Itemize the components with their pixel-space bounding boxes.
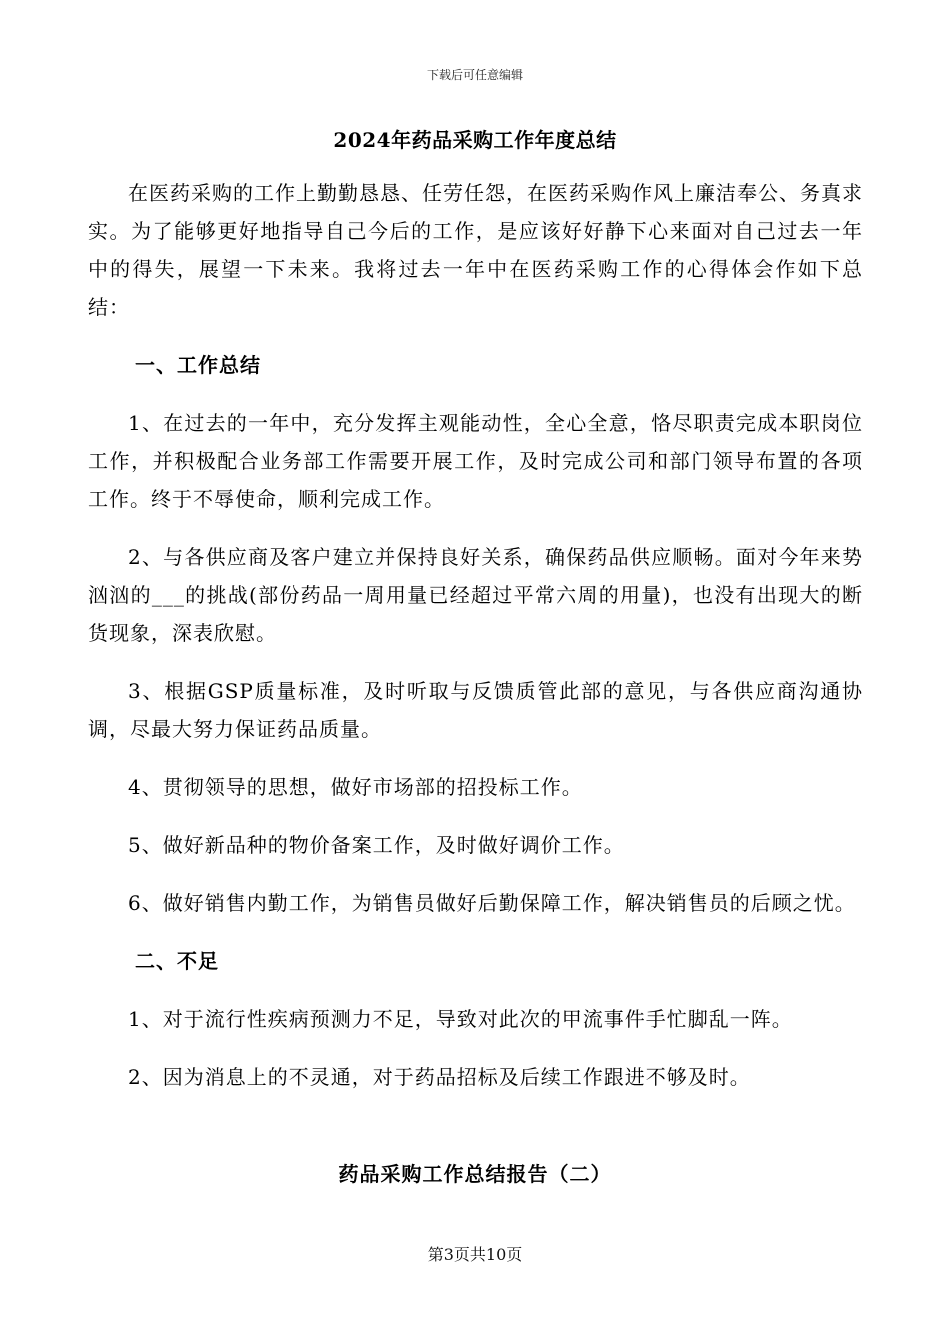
summary-item-5: 5、做好新品种的物价备案工作，及时做好调价工作。 [128,833,625,857]
document-title: 2024年药品采购工作年度总结 [333,128,617,152]
page-number: 第3页共10页 [427,1245,523,1264]
section-heading-summary: 一、工作总结 [135,353,261,377]
summary-item-1: 1、在过去的一年中，充分发挥主观能动性，全心全意，恪尽职责完成本职岗位工作，并积极配合业务部工作需要开展工作，及时完成公司和部门领导布置的各项工作。终于不辱使命，顺利完成工作。 [88,411,863,511]
summary-item-4: 4、贯彻领导的思想，做好市场部的招投标工作。 [128,775,583,799]
intro-paragraph: 在医药采购的工作上勤勤恳恳、任劳任怨，在医药采购作风上廉洁奉公、务真求实。为了能够更好地指导自己今后的工作，是应该好好静下心来面对自己过去一年中的得失，展望一下未来。我将过去一年中在医药采购工作的心得体会作如下总结： [88,181,863,319]
summary-item-6: 6、做好销售内勤工作，为销售员做好后勤保障工作，解决销售员的后顾之忧。 [128,891,856,915]
shortcoming-item-1: 1、对于流行性疾病预测力不足，导致对此次的甲流事件手忙脚乱一阵。 [128,1007,793,1031]
section-heading-shortcomings: 二、不足 [135,949,219,973]
next-document-title: 药品采购工作总结报告（二） [338,1162,612,1186]
document-body [88,174,863,1116]
summary-item-2: 2、与各供应商及客户建立并保持良好关系，确保药品供应顺畅。面对今年来势汹汹的___的挑战(部份药品一周用量已经超过平常六周的用量)，也没有出现大的断货现象，深表欣慰。 [88,545,863,645]
summary-item-3: 3、根据GSP质量标准，及时听取与反馈质管此部的意见，与各供应商沟通协调，尽最大努力保证药品质量。 [88,679,863,741]
shortcoming-item-2: 2、因为消息上的不灵通，对于药品招标及后续工作跟进不够及时。 [128,1065,751,1089]
header-note: 下载后可任意编辑 [426,68,523,82]
